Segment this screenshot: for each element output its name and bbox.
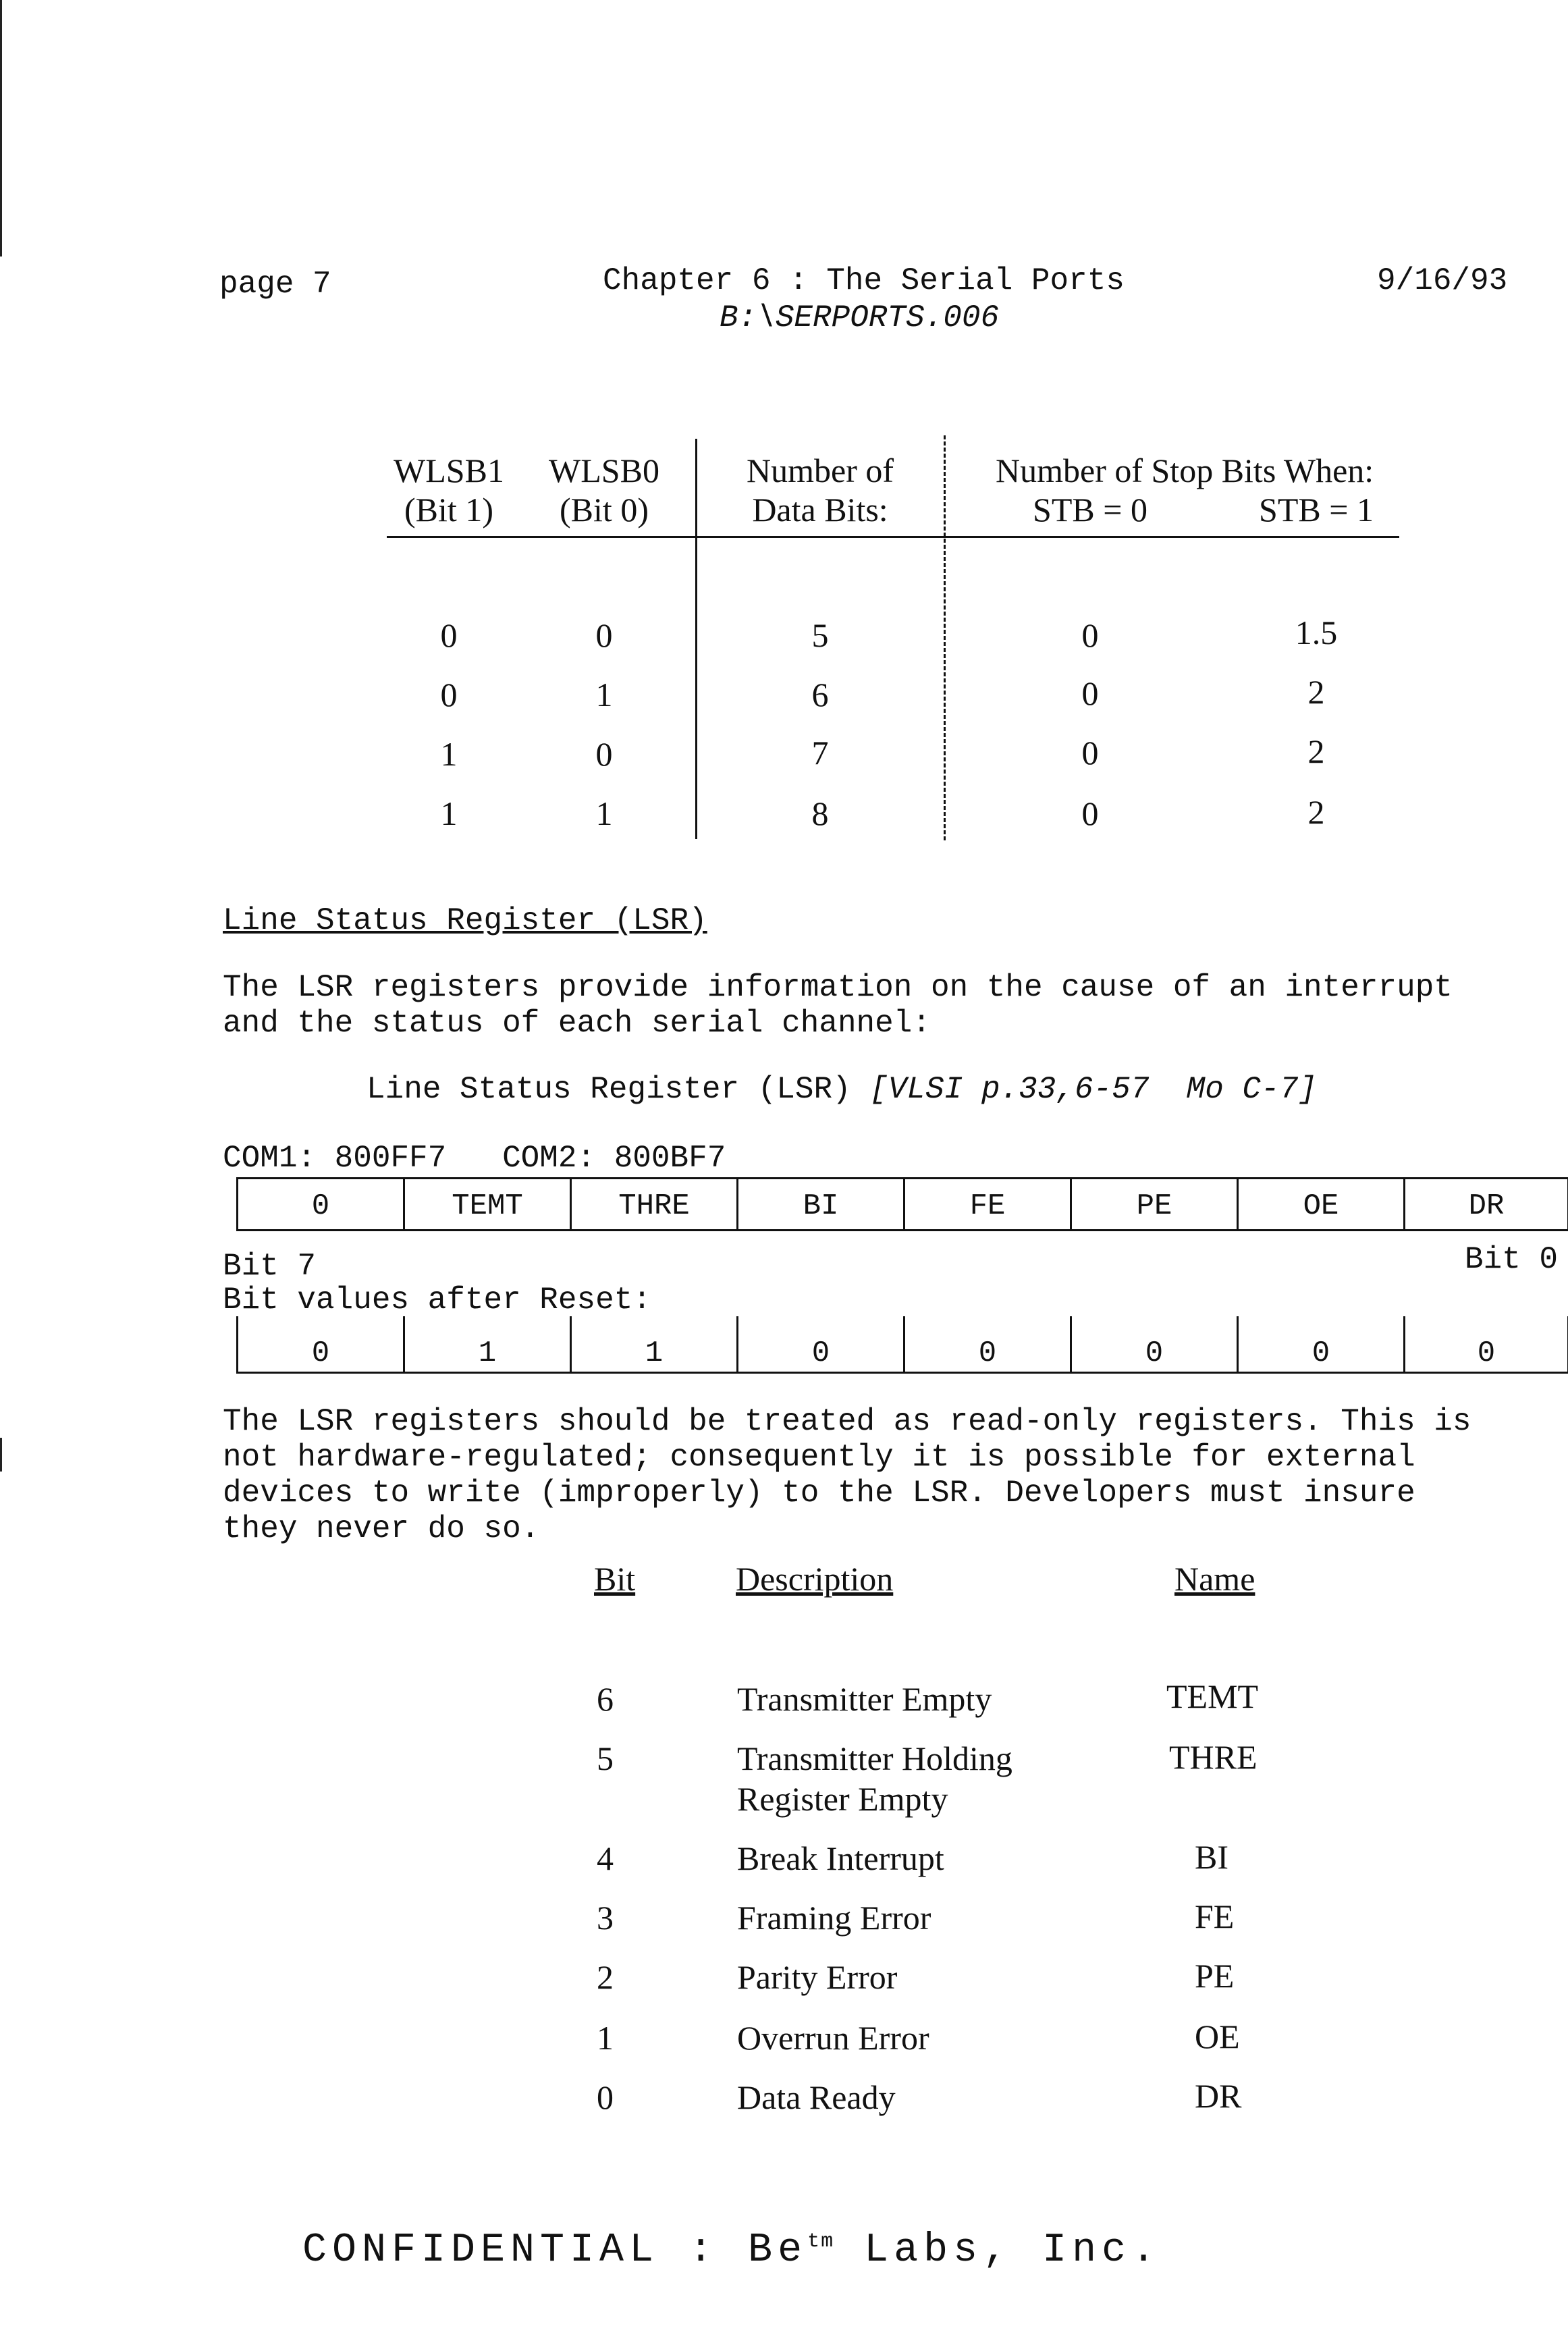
register-field (1072, 1179, 1239, 1229)
header-line: (Bit 1) (404, 491, 493, 529)
bit-cell: 3 (597, 1899, 614, 1937)
table-cell: 1 (440, 735, 458, 773)
reset-value-text: 0 (1312, 1337, 1330, 1370)
table-cell: 8 (811, 794, 829, 832)
name-cell: BI (1195, 1838, 1228, 1876)
table-cell: 5 (811, 616, 829, 654)
description-cell: Break Interrupt (737, 1839, 944, 1877)
register-field (1405, 1179, 1567, 1229)
reset-value-text: 1 (478, 1337, 497, 1370)
register-field (572, 1179, 738, 1229)
reset-value-text: 0 (1145, 1337, 1164, 1370)
field-label: TEMT (452, 1189, 523, 1223)
register-field (238, 1179, 405, 1229)
data-bits-header (729, 451, 911, 529)
reset-value-text: 1 (645, 1337, 664, 1370)
bit-low-label: Bit 0 (1465, 1242, 1559, 1277)
description-cell: Data Ready (737, 2078, 896, 2116)
register-field (1239, 1179, 1405, 1229)
header-line: WLSB0 (549, 452, 659, 489)
bit-cell: 1 (597, 2019, 614, 2057)
field-label: DR (1468, 1189, 1505, 1223)
table-cell: 1 (440, 794, 458, 832)
description-cell: Transmitter Holding (737, 1739, 1012, 1777)
table-cell: 1.5 (1295, 614, 1338, 651)
header-rule (387, 536, 1399, 538)
reset-value-text: 0 (811, 1337, 830, 1370)
table-cell: 7 (811, 734, 829, 772)
reset-value (1405, 1316, 1567, 1372)
field-label: FE (969, 1189, 1006, 1223)
register-field (405, 1179, 572, 1229)
stb1-header: STB = 1 (1259, 491, 1374, 529)
note-line: they never do so. (223, 1511, 540, 1546)
table-cell: 0 (1081, 794, 1099, 832)
reset-value (1072, 1316, 1239, 1372)
bit-cell: 2 (597, 1958, 614, 1996)
file-path: B:\SERPORTS.006 (720, 300, 1000, 335)
reset-value (572, 1316, 738, 1372)
reset-value-text: 0 (978, 1337, 997, 1370)
description-cell: Parity Error (737, 1958, 898, 1996)
table-cell: 1 (595, 794, 613, 832)
document-date: 9/16/93 (1377, 263, 1508, 298)
register-field (738, 1179, 905, 1229)
name-cell: TEMT (1166, 1677, 1259, 1715)
header-line: (Bit 0) (560, 491, 649, 529)
table-cell: 0 (1081, 734, 1099, 772)
scan-edge-mark (0, 0, 2, 257)
bit-cell: 0 (597, 2078, 614, 2116)
page-number: page 7 (219, 267, 331, 302)
description-cell-continued: Register Empty (737, 1780, 948, 1818)
table-cell: 0 (595, 616, 613, 654)
wlsb1-header (375, 451, 523, 529)
table-cell: 0 (1081, 616, 1099, 654)
name-cell: THRE (1169, 1738, 1258, 1776)
field-label: BI (803, 1189, 839, 1223)
trademark-mark: tm (807, 2230, 835, 2253)
bit-column-header: Bit (594, 1560, 636, 1598)
table-cell: 2 (1307, 732, 1325, 770)
name-cell: OE (1195, 2018, 1240, 2055)
table-cell: 0 (440, 676, 458, 713)
header-line: Number of (747, 452, 894, 489)
table-cell: 6 (811, 676, 829, 713)
field-label: OE (1303, 1189, 1339, 1223)
scan-edge-mark (0, 1438, 2, 1472)
bit-cell: 4 (597, 1839, 614, 1877)
field-label: THRE (618, 1189, 690, 1223)
column-divider (695, 439, 697, 839)
note-line: not hardware-regulated; consequently it is possible for external (223, 1440, 1415, 1475)
name-cell: FE (1195, 1897, 1235, 1935)
reset-value-text: 0 (1477, 1337, 1496, 1370)
table-cell: 0 (595, 735, 613, 773)
caption-text: Line Status Register (LSR) (367, 1072, 870, 1107)
dashed-column-divider (944, 435, 946, 840)
header-line: WLSB1 (394, 452, 504, 489)
confidential-footer (302, 2228, 1161, 2273)
description-cell: Framing Error (737, 1899, 931, 1937)
name-cell: DR (1195, 2077, 1242, 2115)
wlsb0-header (530, 451, 678, 529)
chapter-title: Chapter 6 : The Serial Ports (603, 263, 1125, 298)
footer-left: CONFIDENTIAL : Be (302, 2228, 808, 2273)
intro-line: and the status of each serial channel: (223, 1006, 931, 1041)
bit-cell: 5 (597, 1739, 614, 1777)
reset-value (405, 1316, 572, 1372)
table-cell: 1 (595, 676, 613, 713)
register-field (905, 1179, 1072, 1229)
stb0-header: STB = 0 (1033, 491, 1147, 529)
port-addresses: COM1: 800FF7 COM2: 800BF7 (223, 1141, 726, 1176)
reset-value (905, 1316, 1072, 1372)
reset-values-diagram (236, 1316, 1568, 1374)
table-cell: 0 (440, 616, 458, 654)
description-cell: Overrun Error (737, 2019, 929, 2057)
bit-high-label: Bit 7 (223, 1249, 317, 1284)
name-cell: PE (1195, 1957, 1235, 1995)
lsr-field-diagram (236, 1177, 1568, 1231)
reset-value (238, 1316, 405, 1372)
name-column-header: Name (1174, 1560, 1255, 1598)
field-label: PE (1136, 1189, 1172, 1223)
reset-values-label: Bit values after Reset: (223, 1283, 651, 1318)
reset-value-text: 0 (311, 1337, 330, 1370)
intro-line: The LSR registers provide information on the cause of an interrupt (223, 970, 1453, 1005)
table-cell: 2 (1307, 673, 1325, 711)
bit-cell: 6 (597, 1680, 614, 1718)
footer-right: Labs, Inc. (834, 2228, 1162, 2273)
section-heading: Line Status Register (LSR) (223, 903, 707, 938)
note-line: devices to write (improperly) to the LSR. Developers must insure (223, 1476, 1415, 1511)
field-label: 0 (311, 1189, 330, 1223)
description-cell: Transmitter Empty (737, 1680, 992, 1718)
stop-bits-header: Number of Stop Bits When: (996, 452, 1374, 489)
table-cell: 2 (1307, 793, 1325, 831)
reset-value (1239, 1316, 1405, 1372)
register-caption (367, 1072, 1317, 1108)
reset-value (738, 1316, 905, 1372)
table-cell: 0 (1081, 674, 1099, 712)
description-column-header: Description (736, 1560, 894, 1598)
note-line: The LSR registers should be treated as read-only registers. This is (223, 1404, 1471, 1439)
caption-reference: [VLSI p.33,6-57 Mo C-7] (869, 1072, 1317, 1107)
header-line: Data Bits: (752, 491, 888, 529)
